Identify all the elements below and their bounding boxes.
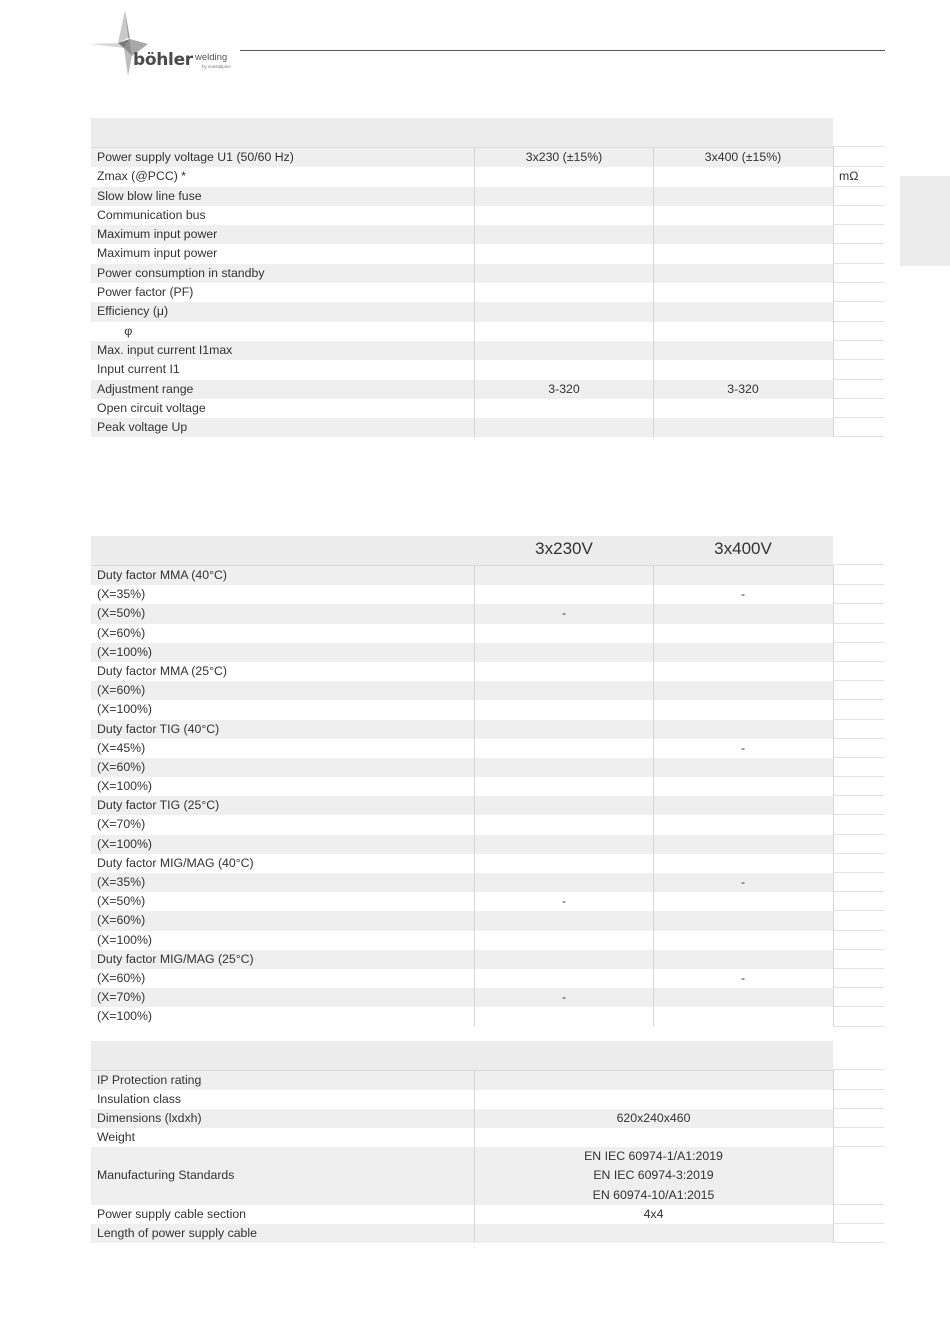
row-label: (X=35%) <box>97 875 146 889</box>
side-tab-marker <box>900 176 950 266</box>
row-rule <box>833 1026 884 1027</box>
table-row <box>91 167 884 186</box>
table-row <box>91 796 884 815</box>
row-label: Open circuit voltage <box>97 400 206 415</box>
table-row <box>91 700 884 719</box>
cell-value-line: EN 60974-10/A1:2015 <box>592 1187 715 1202</box>
table-row <box>91 225 884 244</box>
row-label: Duty factor TIG (40°C) <box>97 721 220 736</box>
row-background <box>91 700 833 719</box>
table-row <box>91 643 884 662</box>
row-background <box>91 322 833 341</box>
cell-value-line: EN IEC 60974-3:2019 <box>593 1168 714 1183</box>
logo-sub-text: welding <box>195 52 228 63</box>
table-body <box>91 1071 884 1243</box>
row-label: Insulation class <box>97 1092 182 1107</box>
row-label: Duty factor MMA (40°C) <box>97 568 227 582</box>
column-divider <box>474 147 475 437</box>
electrical-specs-table <box>91 118 884 437</box>
row-label: (X=60%) <box>97 970 146 985</box>
row-background <box>91 815 833 834</box>
row-label: (X=60%) <box>97 625 146 640</box>
row-label: (X=50%) <box>97 894 146 909</box>
row-label: IP Protection rating <box>97 1073 202 1087</box>
table-row <box>91 624 884 643</box>
row-background <box>91 1007 833 1026</box>
row-label: Zmax (@PCC) * <box>97 169 186 184</box>
cell-value: 4x4 <box>643 1206 664 1221</box>
logo-by-text: by voestalpine <box>202 64 231 69</box>
row-label: Power factor (PF) <box>97 285 194 300</box>
row-background <box>91 283 833 302</box>
row-label: Power consumption in standby <box>97 265 265 280</box>
row-background <box>91 302 833 321</box>
table-row <box>91 244 884 263</box>
table-row <box>91 988 884 1007</box>
table-row <box>91 566 884 585</box>
row-background <box>91 604 833 623</box>
row-label: Peak voltage Up <box>97 420 188 435</box>
row-background <box>91 624 833 643</box>
header-rule <box>240 50 885 51</box>
cell-value: - <box>561 990 567 1005</box>
table-row <box>91 931 884 950</box>
row-label: Weight <box>97 1130 136 1145</box>
row-label: Maximum input power <box>97 246 218 261</box>
table-row <box>91 662 884 681</box>
column-header-3x400v: 3x400V <box>714 539 772 558</box>
table-row <box>91 380 884 399</box>
row-rule <box>833 436 884 437</box>
duty-factor-table <box>91 536 884 1027</box>
column-divider <box>474 565 475 1026</box>
row-background <box>91 187 833 206</box>
cell-value: 620x240x460 <box>616 1111 691 1126</box>
table-row <box>91 758 884 777</box>
row-label: φ <box>97 323 133 338</box>
table-header <box>91 1041 833 1071</box>
row-background <box>91 911 833 930</box>
table-row <box>91 739 884 758</box>
row-label: (X=60%) <box>97 913 146 928</box>
cell-value: - <box>740 587 746 602</box>
row-background <box>91 931 833 950</box>
row-background <box>91 1090 833 1109</box>
row-rule <box>833 1069 884 1070</box>
cell-value: 3-320 <box>727 381 759 396</box>
table-row <box>91 1071 884 1090</box>
logo-brand-text: böhler <box>133 50 193 70</box>
table-row <box>91 302 884 321</box>
table-row <box>91 1128 884 1147</box>
table-row <box>91 969 884 988</box>
table-row <box>91 1224 884 1243</box>
column-divider <box>833 1070 834 1242</box>
row-label: Dimensions (lxdxh) <box>97 1111 202 1126</box>
row-label: Duty factor MIG/MAG (40°C) <box>97 855 254 870</box>
row-rule <box>833 564 884 565</box>
table-row <box>91 360 884 379</box>
table-row <box>91 604 884 623</box>
row-label: (X=100%) <box>97 779 153 794</box>
table-row <box>91 835 884 854</box>
row-background <box>91 1128 833 1147</box>
table-row <box>91 681 884 700</box>
column-divider <box>653 147 654 437</box>
row-background <box>91 360 833 379</box>
cell-value: 3-320 <box>548 381 580 396</box>
table-row <box>91 1109 884 1128</box>
row-label: Maximum input power <box>97 227 218 242</box>
row-label: (X=60%) <box>97 683 146 698</box>
row-label: Power supply voltage U1 (50/60 Hz) <box>97 150 294 164</box>
unit-label: mΩ <box>839 169 859 184</box>
row-background <box>91 681 833 700</box>
table-row <box>91 911 884 930</box>
table-row <box>91 585 884 604</box>
cell-value: - <box>740 875 746 889</box>
row-label: Power supply cable section <box>97 1206 247 1221</box>
table-row <box>91 322 884 341</box>
table-row <box>91 854 884 873</box>
table-body <box>91 148 884 437</box>
table-row <box>91 399 884 418</box>
row-label: (X=100%) <box>97 1009 153 1024</box>
cell-value: - <box>740 740 746 755</box>
table-row <box>91 950 884 969</box>
table-body <box>91 566 884 1027</box>
row-label: Duty factor TIG (25°C) <box>97 798 220 813</box>
row-background <box>91 418 833 437</box>
row-rule <box>833 1242 884 1243</box>
row-background <box>91 643 833 662</box>
table-row <box>91 418 884 437</box>
table-row <box>91 892 884 911</box>
cell-value-line: EN IEC 60974-1/A1:2019 <box>584 1149 723 1164</box>
table-row <box>91 341 884 360</box>
cell-value: 3x230 (±15%) <box>525 150 603 164</box>
row-label: (X=100%) <box>97 702 153 717</box>
row-label: Duty factor MMA (25°C) <box>97 663 227 678</box>
column-header-3x230v: 3x230V <box>535 539 593 558</box>
cell-value: - <box>740 970 746 985</box>
general-specs-table <box>91 1041 884 1243</box>
row-background <box>91 1071 833 1090</box>
row-label: Length of power supply cable <box>97 1225 257 1240</box>
column-divider <box>833 565 834 1026</box>
table-row <box>91 187 884 206</box>
row-label: Max. input current I1max <box>97 342 233 357</box>
row-label: (X=45%) <box>97 740 146 755</box>
row-background <box>91 777 833 796</box>
row-background <box>91 892 833 911</box>
row-background <box>91 167 833 186</box>
column-divider <box>653 565 654 1026</box>
table-header <box>91 536 833 566</box>
table-row <box>91 148 884 167</box>
bohler-welding-logo <box>88 8 248 80</box>
row-label: (X=50%) <box>97 606 146 621</box>
row-label: (X=100%) <box>97 644 153 659</box>
column-divider <box>833 147 834 437</box>
table-row <box>91 777 884 796</box>
row-label: Communication bus <box>97 207 206 222</box>
table-row <box>91 206 884 225</box>
table-row <box>91 1205 884 1224</box>
row-label: (X=100%) <box>97 932 153 947</box>
cell-value: 3x400 (±15%) <box>704 150 782 164</box>
row-background <box>91 835 833 854</box>
cell-value: - <box>561 894 567 909</box>
row-label: Manufacturing Standards <box>97 1168 235 1183</box>
table-header <box>91 118 833 148</box>
row-background <box>91 758 833 777</box>
row-label: (X=100%) <box>97 836 153 851</box>
table-row <box>91 815 884 834</box>
table-row <box>91 283 884 302</box>
row-label: Duty factor MIG/MAG (25°C) <box>97 951 254 966</box>
row-label: (X=70%) <box>97 990 146 1005</box>
row-rule <box>833 146 884 147</box>
table-row <box>91 1090 884 1109</box>
row-label: Efficiency (μ) <box>97 304 169 319</box>
column-divider <box>474 1070 475 1242</box>
row-label: (X=60%) <box>97 759 146 774</box>
row-label: (X=70%) <box>97 817 146 832</box>
row-background <box>91 988 833 1007</box>
table-row <box>91 873 884 892</box>
table-row <box>91 720 884 739</box>
row-label: Input current I1 <box>97 362 180 377</box>
row-label: Adjustment range <box>97 381 194 396</box>
cell-value: - <box>561 606 567 621</box>
row-label: (X=35%) <box>97 587 146 602</box>
table-row <box>91 1007 884 1026</box>
table-row <box>91 264 884 283</box>
row-label: Slow blow line fuse <box>97 188 202 203</box>
table-row <box>91 1147 884 1204</box>
